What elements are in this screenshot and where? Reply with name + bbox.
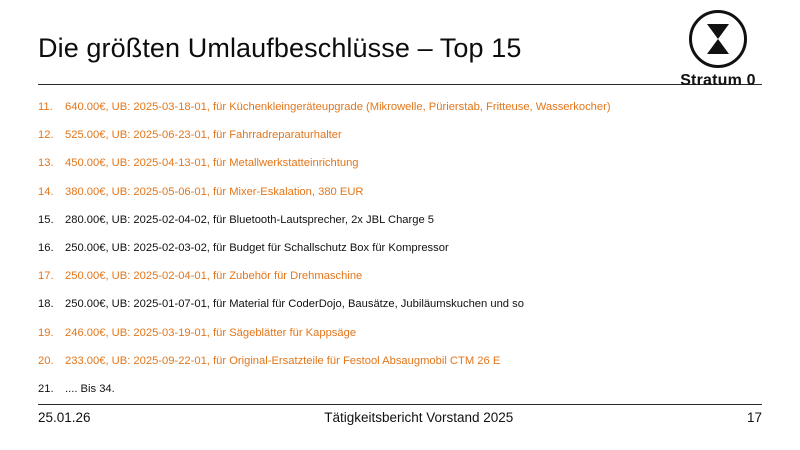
list-item — [38, 328, 768, 356]
list-item-number: 17. — [38, 270, 54, 283]
list-item-number: 15. — [38, 213, 54, 226]
list-item-text: 640.00€, UB: 2025-03-18-01, für Küchenkleingeräteupgrade (Mikrowelle, Pürierstab, Fritteuse, Wasserkocher) — [65, 101, 611, 113]
list-item-text: 450.00€, UB: 2025-04-13-01, für Metallwerkstatteinrichtung — [65, 157, 359, 170]
page-title: Die größten Umlaufbeschlüsse – Top 15 — [38, 33, 522, 63]
footer-page-number: 17 — [746, 410, 762, 425]
list-item — [38, 102, 768, 130]
stratum-0-logo — [672, 10, 764, 102]
title-divider — [38, 84, 762, 85]
list-item — [38, 187, 768, 215]
hourglass-bottom-icon — [707, 39, 729, 54]
logo-label: Stratum 0 — [680, 72, 756, 89]
list-item — [38, 158, 768, 186]
list-item — [38, 299, 768, 327]
list-item-number: 21. — [38, 382, 54, 395]
list-item-text: .... Bis 34. — [65, 382, 115, 395]
list-item-number: 12. — [38, 129, 54, 142]
list-item-text: 250.00€, UB: 2025-02-03-02, für Budget für Schallschutz Box für Kompressor — [65, 241, 449, 254]
hourglass-icon — [689, 10, 747, 68]
list-item-text: 233.00€, UB: 2025-09-22-01, für Original-Ersatzteile für Festool Absaugmobil CTM 26 E — [65, 354, 501, 367]
list-item-text: 280.00€, UB: 2025-02-04-02, für Bluetooth-Lautsprecher, 2x JBL Charge 5 — [65, 213, 435, 226]
list-item-number: 18. — [38, 298, 54, 311]
footer-title: Tätigkeitsbericht Vorstand 2025 — [324, 410, 514, 425]
footer-date: 25.01.26 — [38, 410, 91, 425]
slide-footer — [38, 410, 762, 425]
list-item-text: 250.00€, UB: 2025-01-07-01, für Material für CoderDojo, Bausätze, Jubiläumskuchen und so — [65, 298, 524, 311]
hourglass-top-icon — [707, 24, 729, 39]
decision-list — [38, 102, 768, 412]
list-item — [38, 271, 768, 299]
list-item-text: 250.00€, UB: 2025-02-04-01, für Zubehör für Drehmaschine — [65, 270, 363, 283]
list-item-number: 19. — [38, 326, 54, 339]
list-item — [38, 243, 768, 271]
list-item — [38, 384, 768, 412]
list-item-text: 525.00€, UB: 2025-06-23-01, für Fahrradreparaturhalter — [65, 129, 342, 142]
list-item — [38, 356, 768, 384]
list-item-text: 380.00€, UB: 2025-05-06-01, für Mixer-Eskalation, 380 EUR — [65, 185, 364, 198]
list-item-number: 13. — [38, 157, 54, 170]
list-item — [38, 130, 768, 158]
list-item — [38, 215, 768, 243]
footer-divider — [38, 404, 762, 405]
list-item-text: 246.00€, UB: 2025-03-19-01, für Sägeblätter für Kappsäge — [65, 326, 357, 339]
list-item-number: 11. — [38, 101, 53, 113]
list-item-number: 20. — [38, 354, 54, 367]
list-item-number: 14. — [38, 185, 54, 198]
list-item-number: 16. — [38, 241, 54, 254]
